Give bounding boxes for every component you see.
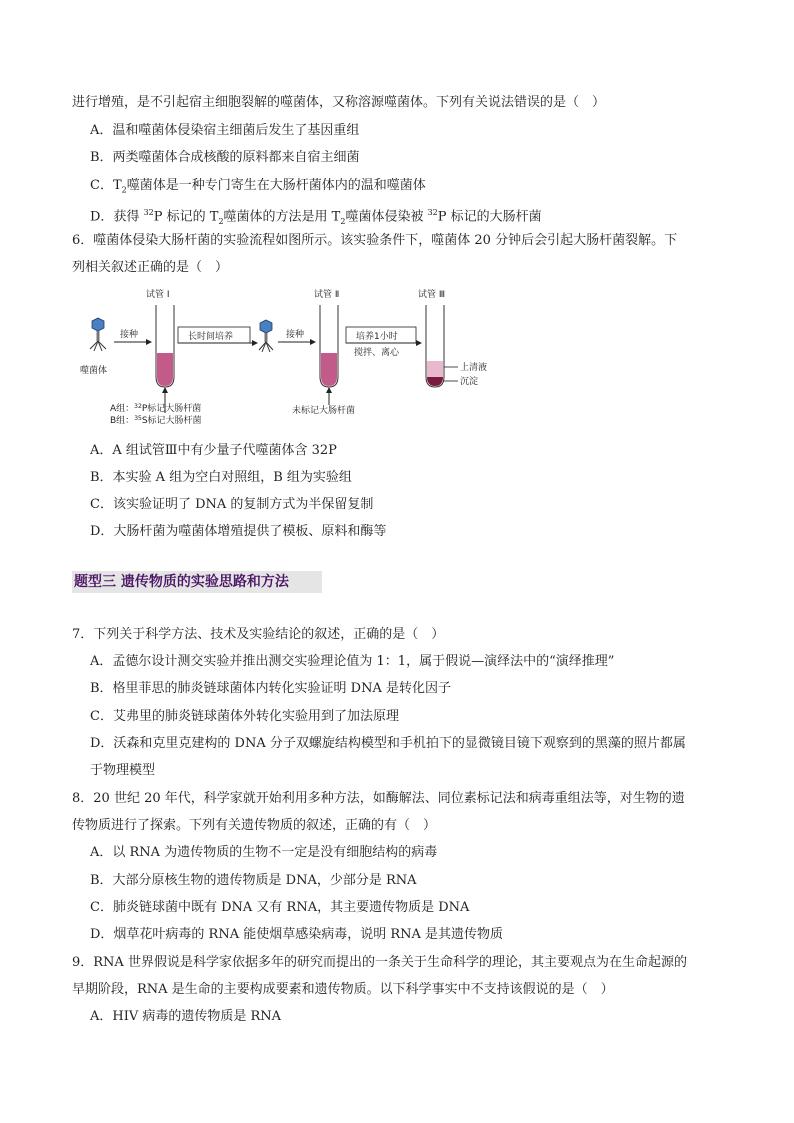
q8-option-c: C．肺炎链球菌中既有 DNA 又有 RNA，其主要遗传物质是 DNA: [90, 900, 470, 915]
phage-icon-2: [259, 320, 273, 352]
q5-stem-tail: 进行增殖，是不引起宿主细胞裂解的噬菌体，又称溶源噬菌体。下列有关说法错误的是（ ）: [72, 95, 606, 110]
q8-option-a: A．以 RNA 为遗传物质的生物不一定是没有细胞结构的病毒: [90, 845, 438, 860]
q7-option-d-line2: 于物理模型: [90, 763, 156, 778]
group-b-label: B组：$^{35}$S标记大肠杆菌: [110, 415, 202, 426]
section-title: 题型三 遗传物质的实验思路和方法: [72, 571, 322, 593]
q7-option-a: A．孟德尔设计测交实验并推出测交实验理论值为 1：1，属于假说—演绎法中的“演绎推理”: [90, 654, 615, 669]
step4b-label: 搅拌、离心: [354, 348, 400, 358]
q6-option-a: A．A 组试管Ⅲ中有少量子代噬菌体含 32P: [90, 443, 337, 458]
phage-label: 噬菌体: [80, 366, 108, 376]
group-a-label: A组：$^{32}$P标记大肠杆菌: [110, 403, 202, 414]
step2-label: 长时间培养: [188, 332, 234, 342]
experiment-diagram: [70, 285, 540, 435]
tube3-label: 试管 Ⅲ: [418, 290, 446, 300]
q9-stem-line1: 9．RNA 世界假说是科学家依据多年的研究而提出的一条关于生命科学的理论，其主要观点为在生命起源的: [72, 955, 687, 970]
q9-stem-line2: 早期阶段，RNA 是生命的主要构成要素和遗传物质。以下科学事实中不支持该假说的是（ ）: [72, 982, 614, 997]
q6-option-c: C．该实验证明了 DNA 的复制方式为半保留复制: [90, 497, 374, 512]
unlabeled-label: 未标记大肠杆菌: [292, 406, 356, 416]
q5-option-d: D．获得 $^{32}$P 标记的 $T_2$噬菌体的方法是用 $T_2$噬菌体侵染被 $^{32}$P 标记的大肠杆菌: [90, 208, 542, 226]
q8-stem-line2: 传物质进行了探索。下列有关遗传物质的叙述，正确的有（ ）: [72, 818, 437, 833]
test-tube-1: [156, 305, 174, 387]
q7-option-b: B．格里菲思的肺炎链球菌体内转化实验证明 DNA 是转化因子: [90, 681, 452, 696]
q6-stem-line1: 6．噬菌体侵染大肠杆菌的实验流程如图所示。该实验条件下，噬菌体 20 分钟后会引起大肠杆菌裂解。下: [72, 233, 678, 248]
precipitate-label: 沉淀: [460, 377, 479, 387]
supernatant-label: 上清液: [460, 363, 488, 373]
q6-stem-line2: 列相关叙述正确的是（ ）: [72, 260, 229, 275]
step4a-label: 培养1小时: [356, 332, 398, 342]
test-tube-3: [426, 305, 444, 387]
test-tube-2: [320, 305, 338, 387]
q5-option-c: C．$T_2$噬菌体是一种专门寄生在大肠杆菌体内的温和噬菌体: [90, 178, 426, 195]
q6-option-d: D．大肠杆菌为噬菌体增殖提供了模板、原料和酶等: [90, 524, 387, 539]
q7-option-d-line1: D．沃森和克里克建构的 DNA 分子双螺旋结构模型和手机拍下的显微镜目镜下观察到的黑藻的照片都属: [90, 736, 686, 751]
q9-option-a: A．HIV 病毒的遗传物质是 RNA: [90, 1009, 282, 1024]
q6-option-b: B．本实验 A 组为空白对照组，B 组为实验组: [90, 470, 352, 485]
q8-option-d: D．烟草花叶病毒的 RNA 能使烟草感染病毒，说明 RNA 是其遗传物质: [90, 927, 504, 942]
phage-icon: [90, 318, 106, 351]
tube2-label: 试管 Ⅱ: [314, 290, 340, 300]
q8-option-b: B．大部分原核生物的遗传物质是 DNA，少部分是 RNA: [90, 873, 417, 888]
q5-option-b: B．两类噬菌体合成核酸的原料都来自宿主细菌: [90, 150, 360, 165]
q8-stem-line1: 8．20 世纪 20 年代，科学家就开始利用多种方法，如酶解法、同位素标记法和病毒重组法等，对生物的遗: [72, 791, 685, 806]
tube1-label: 试管 Ⅰ: [146, 290, 170, 300]
q5-option-a: A．温和噬菌体侵染宿主细菌后发生了基因重组: [90, 123, 360, 138]
q7-stem: 7．下列关于科学方法、技术及实验结论的叙述，正确的是（ ）: [72, 627, 445, 642]
step3-label: 接种: [286, 330, 305, 340]
q7-option-c: C．艾弗里的肺炎链球菌体外转化实验用到了加法原理: [90, 709, 399, 724]
step1-label: 接种: [120, 330, 139, 340]
